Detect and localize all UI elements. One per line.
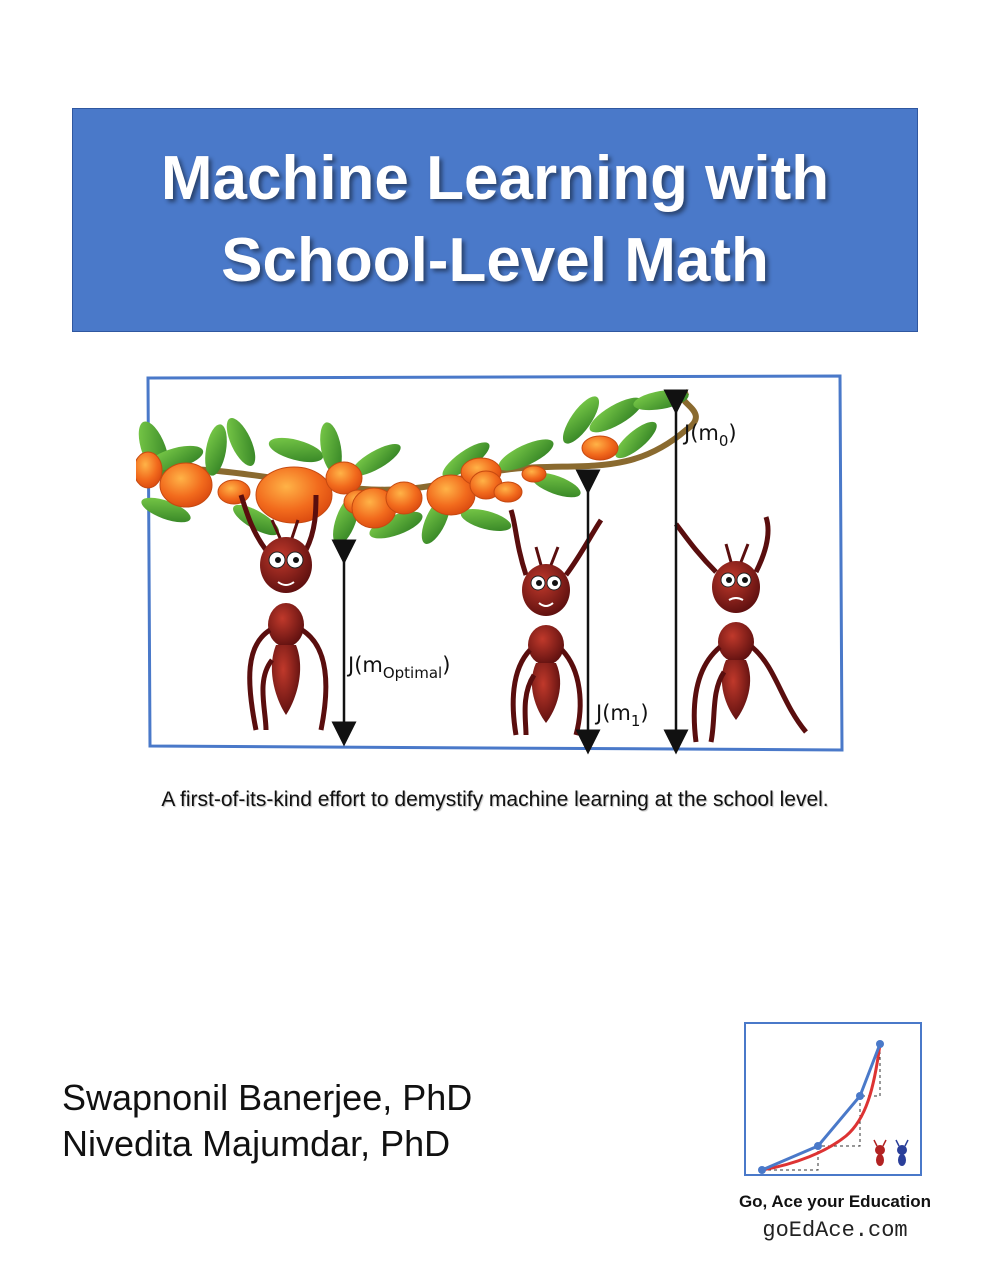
logo-point [856, 1092, 864, 1100]
title-line-1: Machine Learning with [160, 144, 830, 213]
brand-url: goEdAce.com [762, 1218, 908, 1243]
label-j-m0: $J(m_0)$ [684, 421, 737, 450]
author-1: Swapnonil Banerjee, PhD [62, 1077, 473, 1118]
logo-point [758, 1166, 766, 1174]
logo-point [876, 1040, 884, 1048]
title-banner [72, 108, 918, 332]
author-list [62, 1075, 472, 1167]
logo-red-ant [874, 1140, 886, 1166]
logo-red-curve [762, 1044, 880, 1170]
label-j-m-optimal: $J(m_{Optimal})$ [348, 653, 451, 682]
label-j-m1: $J(m_1)$ [596, 701, 649, 730]
publisher-logo [744, 1022, 922, 1176]
ant-illustration [136, 370, 848, 760]
book-tagline: A first-of-its-kind effort to demystify machine learning at the school level. [161, 788, 829, 811]
brand-tagline: Go, Ace your Education [738, 1192, 932, 1211]
author-2: Nivedita Majumdar, PhD [62, 1123, 451, 1164]
logo-blue-ant [896, 1140, 908, 1166]
logo-point [814, 1142, 822, 1150]
title-line-2: School-Level Math [221, 226, 769, 295]
